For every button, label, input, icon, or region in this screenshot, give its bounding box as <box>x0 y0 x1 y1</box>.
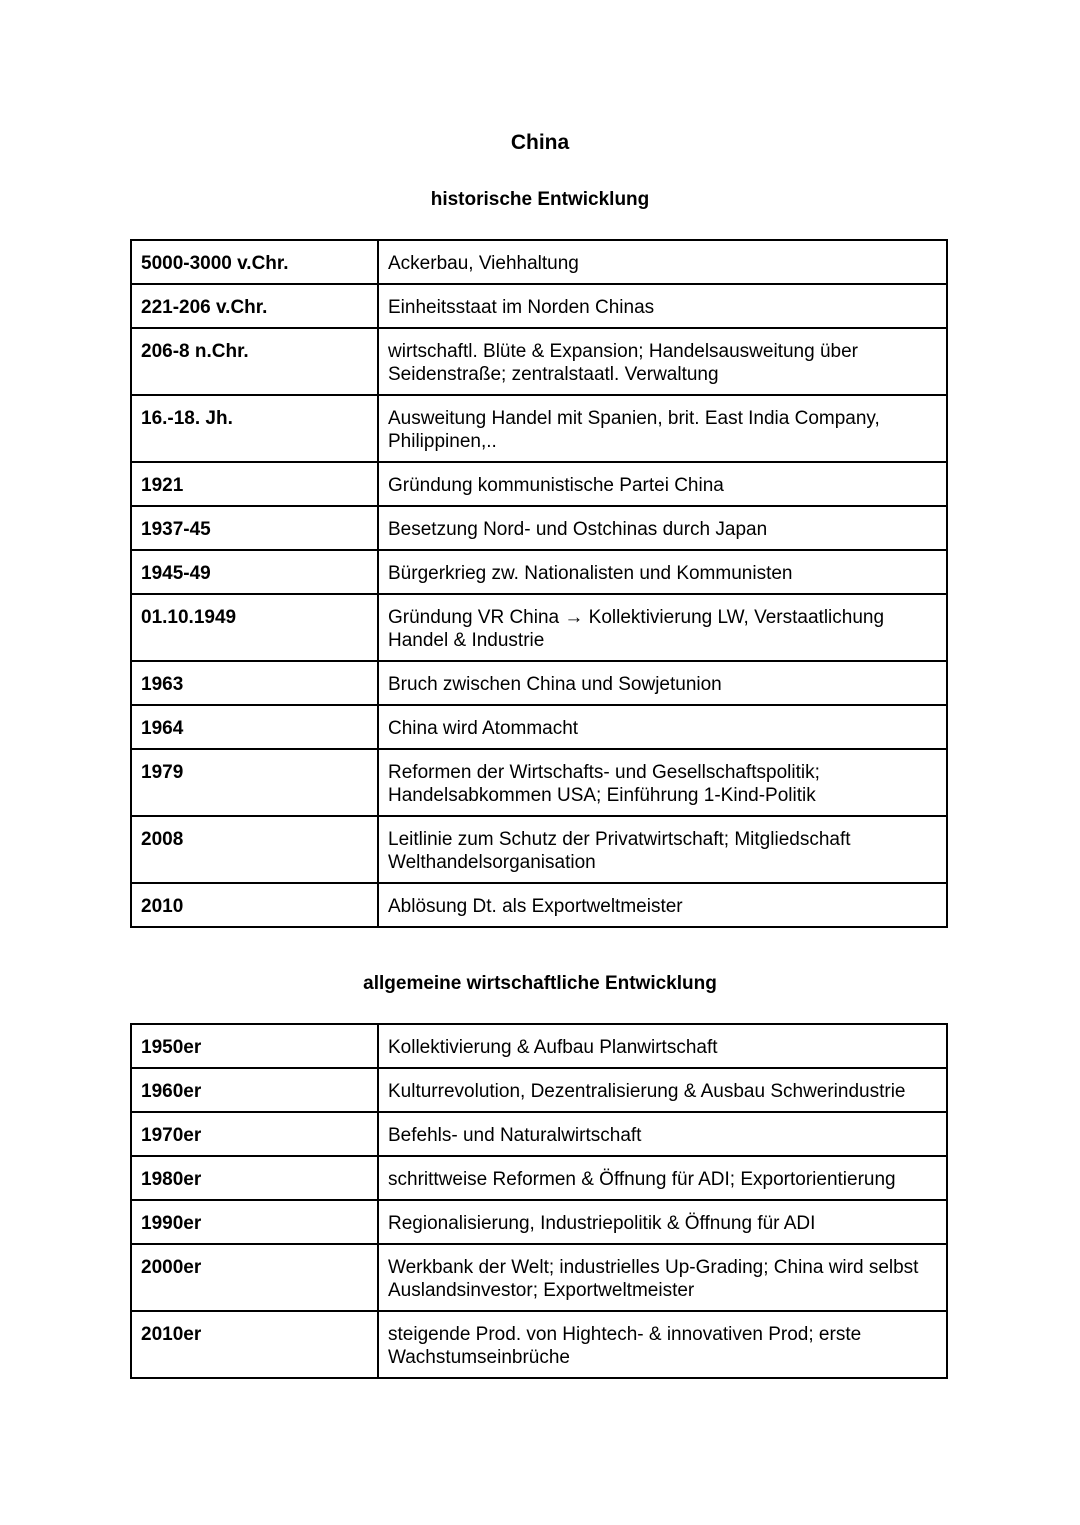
event-cell: steigende Prod. von Hightech- & innovativen Prod; erste Wachstumseinbrüche <box>378 1311 947 1378</box>
event-cell: Regionalisierung, Industriepolitik & Öffnung für ADI <box>378 1200 947 1244</box>
historical-timeline-table <box>130 239 948 928</box>
table-row <box>131 1200 947 1244</box>
table-row <box>131 462 947 506</box>
date-cell: 1950er <box>131 1024 378 1068</box>
economic-section-heading: allgemeine wirtschaftliche Entwicklung <box>363 973 717 994</box>
event-cell: schrittweise Reformen & Öffnung für ADI; Exportorientierung <box>378 1156 947 1200</box>
event-cell: Besetzung Nord- und Ostchinas durch Japan <box>378 506 947 550</box>
table-row <box>131 1112 947 1156</box>
event-cell: Gründung VR China → Kollektivierung LW, Verstaatlichung Handel & Industrie <box>378 594 947 661</box>
table-row <box>131 1244 947 1311</box>
date-cell: 5000-3000 v.Chr. <box>131 240 378 284</box>
table-row <box>131 705 947 749</box>
event-cell: Leitlinie zum Schutz der Privatwirtschaft; Mitgliedschaft Welthandelsorganisation <box>378 816 947 883</box>
table-row <box>131 506 947 550</box>
table-row <box>131 749 947 816</box>
date-cell: 1937-45 <box>131 506 378 550</box>
date-cell: 1921 <box>131 462 378 506</box>
table-row <box>131 328 947 395</box>
page-title: China <box>510 131 570 154</box>
event-cell: Einheitsstaat im Norden Chinas <box>378 284 947 328</box>
event-cell: Ablösung Dt. als Exportweltmeister <box>378 883 947 927</box>
date-cell: 2010 <box>131 883 378 927</box>
event-cell: Ausweitung Handel mit Spanien, brit. East India Company, Philippinen,.. <box>378 395 947 462</box>
event-cell: Kollektivierung & Aufbau Planwirtschaft <box>378 1024 947 1068</box>
date-cell: 1979 <box>131 749 378 816</box>
table-row <box>131 395 947 462</box>
event-cell: Befehls- und Naturalwirtschaft <box>378 1112 947 1156</box>
table-row <box>131 816 947 883</box>
event-cell: China wird Atommacht <box>378 705 947 749</box>
table-row <box>131 594 947 661</box>
event-cell: Kulturrevolution, Dezentralisierung & Ausbau Schwerindustrie <box>378 1068 947 1112</box>
date-cell: 01.10.1949 <box>131 594 378 661</box>
table-row <box>131 883 947 927</box>
date-cell: 2010er <box>131 1311 378 1378</box>
event-cell: Reformen der Wirtschafts- und Gesellschaftspolitik; Handelsabkommen USA; Einführung 1-Kind-Politik <box>378 749 947 816</box>
table-row <box>131 1068 947 1112</box>
table-row <box>131 661 947 705</box>
event-cell: Ackerbau, Viehhaltung <box>378 240 947 284</box>
date-cell: 1970er <box>131 1112 378 1156</box>
event-cell: Gründung kommunistische Partei China <box>378 462 947 506</box>
table-row <box>131 240 947 284</box>
event-cell: Werkbank der Welt; industrielles Up-Grading; China wird selbst Auslandsinvestor; Exportweltmeister <box>378 1244 947 1311</box>
historical-section-heading: historische Entwicklung <box>430 189 650 210</box>
date-cell: 1963 <box>131 661 378 705</box>
economic-timeline-table <box>130 1023 948 1379</box>
table-row <box>131 284 947 328</box>
table-row <box>131 1156 947 1200</box>
date-cell: 1990er <box>131 1200 378 1244</box>
date-cell: 1945-49 <box>131 550 378 594</box>
date-cell: 2008 <box>131 816 378 883</box>
date-cell: 2000er <box>131 1244 378 1311</box>
date-cell: 206-8 n.Chr. <box>131 328 378 395</box>
date-cell: 1980er <box>131 1156 378 1200</box>
event-cell: wirtschaftl. Blüte & Expansion; Handelsausweitung über Seidenstraße; zentralstaatl. Verwaltung <box>378 328 947 395</box>
date-cell: 221-206 v.Chr. <box>131 284 378 328</box>
table-row <box>131 1024 947 1068</box>
date-cell: 16.-18. Jh. <box>131 395 378 462</box>
table-row <box>131 1311 947 1378</box>
event-cell: Bruch zwischen China und Sowjetunion <box>378 661 947 705</box>
table-row <box>131 550 947 594</box>
date-cell: 1964 <box>131 705 378 749</box>
event-cell: Bürgerkrieg zw. Nationalisten und Kommunisten <box>378 550 947 594</box>
date-cell: 1960er <box>131 1068 378 1112</box>
